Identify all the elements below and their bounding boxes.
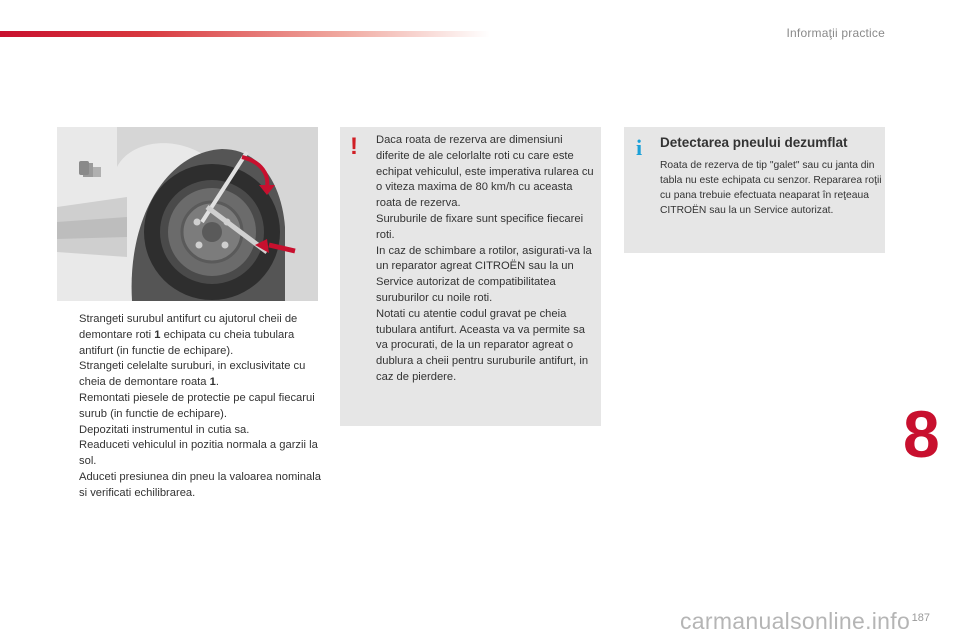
step-item: [62, 312, 324, 359]
step-text: Strangeti surubul antifurt cu ajutorul cheii de demontare roti: [79, 313, 298, 341]
step-text: Depozitati instrumentul in cutia sa.: [79, 423, 250, 436]
step-item: [62, 470, 324, 502]
wheel-illustration: [57, 127, 318, 301]
step-text: Readuceti vehiculul in pozitia normala a garzii la sol.: [79, 439, 318, 468]
step-ref-number: 1: [154, 328, 161, 341]
chapter-number: 8: [903, 397, 940, 471]
step-text: Remontati piesele de protectie pe capul fiecarui surub (in functie de echipare).: [79, 391, 315, 420]
header-accent-bar: [0, 31, 490, 37]
watermark-text: carmanualsonline.info: [680, 608, 911, 634]
info-icon: i: [636, 135, 643, 160]
step-text-after: .: [215, 376, 219, 389]
warning-exclamation-icon: !: [350, 133, 358, 160]
info-text: Roata de rezerva de tip "galet" sau cu janta din tabla nu este echipata cu senzor. Repararea roţii cu pana trebuie efectuata neaparat în reţeaua CITROËN sau la un Service autorizat.: [660, 160, 882, 216]
step-item: [62, 438, 324, 470]
step-item: [62, 423, 324, 439]
section-title: Informaţii practice: [786, 26, 885, 40]
step-text-after: echipata cu cheia tubulara antifurt (in functie de echipare).: [79, 328, 295, 357]
warning-box: [340, 127, 601, 426]
procedure-steps: [62, 312, 324, 502]
step-item: [62, 359, 324, 391]
warning-text: Daca roata de rezerva are dimensiuni diferite de ale celorlalte roti cu care este echipat vehiculul, este imperativa rularea cu o viteza maxima de 80 km/h cu aceasta roata de rezerva. Suruburile de fixare sunt specifice fiecarei roti. In caz de schimbare a rotilor, asigurati-va la un reparator agreat CITROËN sau la un Service autorizat de compatibilitatea suruburilor cu noile roti. Notati cu atentie codul gravat pe cheia tubulara antifurt. Aceasta va va permite sa va procurati, de la un reparator agreat o dublura a cheii pentru suruburile antifurt, in caz de pierdere.: [376, 134, 594, 383]
step-ref-number: 1: [209, 376, 216, 389]
step-text: Aduceti presiunea din pneu la valoarea nominala si verificati echilibrarea.: [79, 470, 321, 499]
info-title: Detectarea pneului dezumflat: [660, 135, 848, 150]
info-box: [624, 127, 885, 253]
page-number: 187: [911, 612, 930, 624]
step-item: [62, 391, 324, 423]
step-text: Strangeti celelalte suruburi, in exclusivitate cu cheia de demontare roata: [79, 360, 306, 389]
